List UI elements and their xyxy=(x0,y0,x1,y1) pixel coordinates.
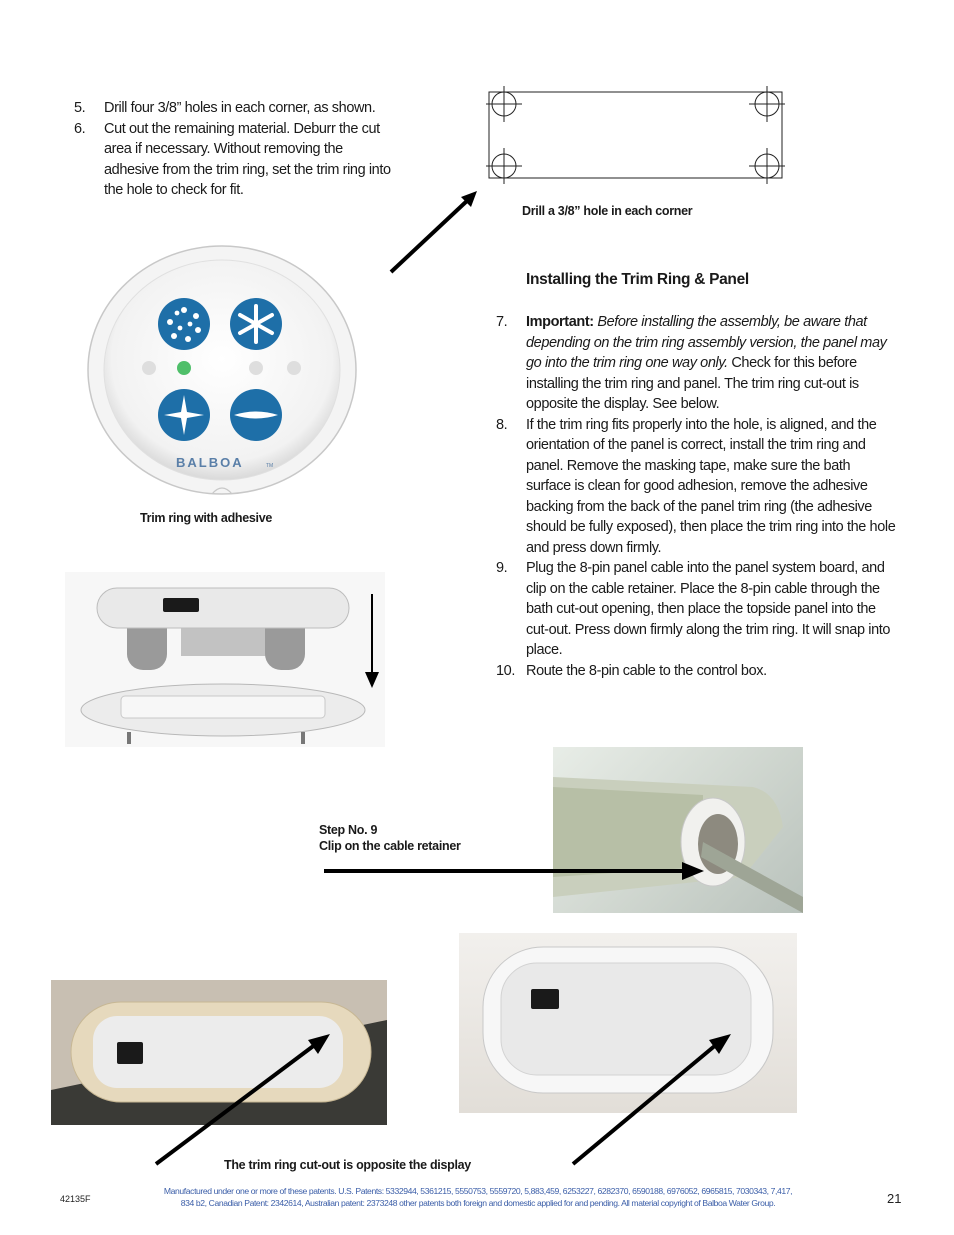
down-button-icon xyxy=(230,389,282,441)
step-7: 7. Important: Before installing the assembly, be aware that depending on the trim ring assembly version, the panel may go into the trim ring one way only. Check for this before installing the trim ring and panel. The trim ring cut-out is opposite the display. See below. xyxy=(496,314,887,412)
steps-5-6 xyxy=(74,98,394,201)
trim-ring-panel-image xyxy=(84,240,364,500)
doc-number: 42135F xyxy=(60,1194,91,1204)
light-button-icon xyxy=(230,298,282,350)
jets-button-icon xyxy=(158,298,210,350)
page-number: 21 xyxy=(887,1191,902,1206)
cutout-caption: The trim ring cut-out is opposite the display xyxy=(224,1158,471,1172)
steps-7-10 xyxy=(496,312,898,681)
arrow-to-left-cutout xyxy=(150,1030,335,1170)
panel-and-trim-ring-photo xyxy=(65,572,385,747)
step9-caption: Step No. 9 Clip on the cable retainer xyxy=(319,823,461,853)
step-9: 9. Plug the 8-pin panel cable into the panel system board, and clip on the cable retainer. Place the 8-pin cable through the bath cut-out opening, then place the topside panel into the cut-out. Press down firmly along the trim ring. It will snap into place. xyxy=(496,560,891,658)
step-6: 6. Cut out the remaining material. Deburr the cut area if necessary. Without removing the adhesive from the trim ring, set the trim ring into the hole to check for fit. xyxy=(74,120,391,198)
cable-retainer-photo xyxy=(553,747,803,913)
arrow-to-right-cutout xyxy=(567,1030,737,1170)
step-10: 10. Route the 8-pin cable to the control box. xyxy=(496,662,767,679)
arrow-to-diagram xyxy=(385,185,485,280)
up-button-icon xyxy=(158,389,210,441)
status-led-icon xyxy=(177,361,191,375)
section-heading: Installing the Trim Ring & Panel xyxy=(526,271,749,288)
svg-text:TM: TM xyxy=(266,463,274,469)
down-arrow-icon xyxy=(362,592,382,690)
patent-notice: Manufactured under one or more of these patents. U.S. Patents: 5332944, 5361215, 5550753, 5559720, 5,883,459, 6253227, 6282370, 6590188, 6976052, 6965815, 7030343, 7,417, 834 b2, Canadian Patent: 2342614, Australian patent: 2373248 other patents both foreign and domestic applied for and pending. All material copyright of Balboa Water Group. xyxy=(163,1186,793,1208)
drill-hole-diagram xyxy=(480,80,800,190)
trim-ring-caption: Trim ring with adhesive xyxy=(140,511,273,525)
step-5: 5. Drill four 3/8” holes in each corner, as shown. xyxy=(74,100,376,116)
drill-diagram-caption: Drill a 3/8” hole in each corner xyxy=(522,204,693,218)
arrow-to-cable-retainer xyxy=(320,858,708,884)
balboa-logo: BALBOA xyxy=(176,455,244,470)
step-8: 8. If the trim ring fits properly into the hole, is aligned, and the orientation of the panel is correct, install the trim ring and panel. Remove the masking tape, make sure the bath surface is clean for good adhesion, remove the adhesive backing from the back of the panel trim ring (the adhesive should be fully exposed), then place the trim ring into the hole and press down firmly. xyxy=(496,416,896,556)
